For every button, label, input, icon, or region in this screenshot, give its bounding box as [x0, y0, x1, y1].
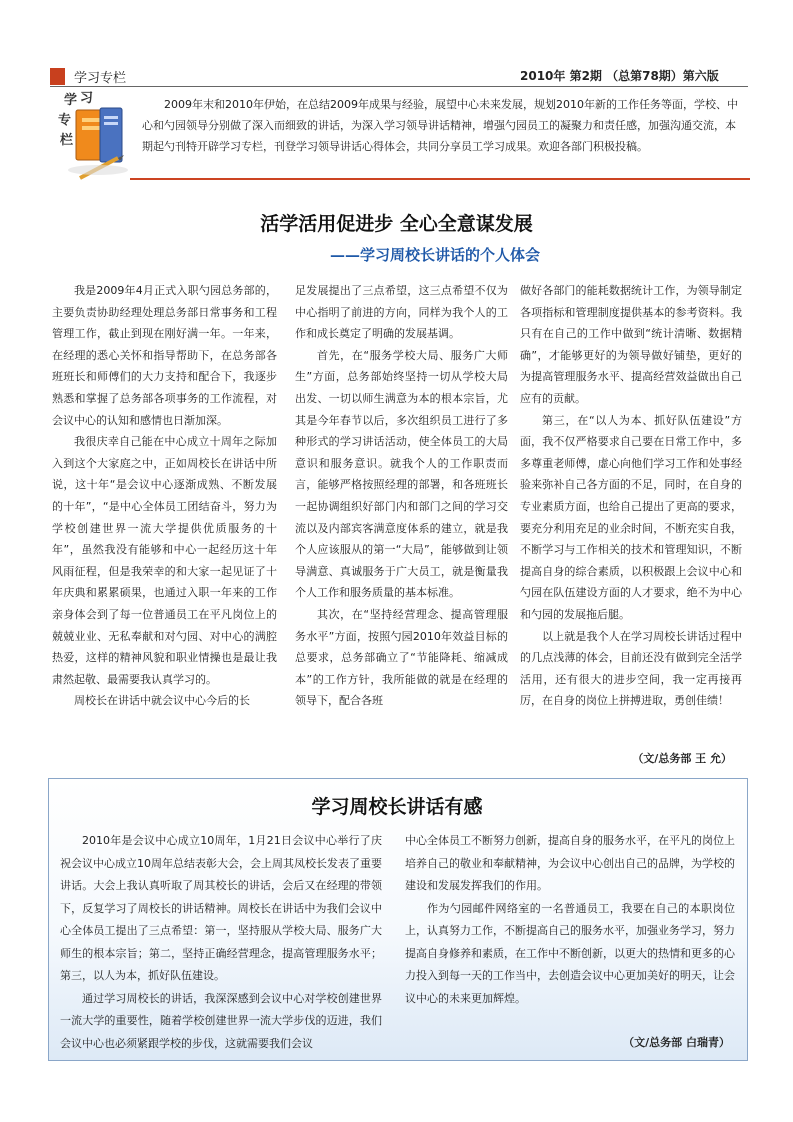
- section-marker: [50, 68, 65, 85]
- header-rule: [50, 86, 748, 87]
- paragraph: 2010年是会议中心成立10周年，1月21日会议中心举行了庆祝会议中心成立10周年总结表彰大会，会上周其凤校长发表了重要讲话。大会上我认真听取了周其校长的讲话，会后又在经理的带领下，反复学习了周校长的讲话精神。周校长在讲话中为我们会议中心全体员工提出了三点希望：第一，坚持服从学校大局、服务广大师生的根本宗旨；第二，坚持正确经营理念，提高管理服务水平；第三，以人为本，抓好队伍建设。: [60, 834, 382, 982]
- paragraph: 第三，在“以人为本、抓好队伍建设”方面，我不仅严格要求自己要在日常工作中，多多尊重老师傅，虚心向他们学习工作和处事经验来弥补自己各方面的不足，同时，在自身的专业素质方面，也给自己提出了更高的要求，要充分利用充足的业余时间，不断充实自我，不断学习与工作相关的技术和管理知识，不断提高自身的综合素质，以积极跟上会议中心和勺园在队伍建设方面的人才要求，绝不为中心和勺园的发展拖后腿。: [520, 413, 742, 621]
- intro-paragraph: 2009年末和2010年伊始，在总结2009年成果与经验，展望中心未来发展，规划2010年新的工作任务等面，学校、中心和勺园领导分别做了深入而细致的讲话，为深入学习领导讲话精神，增强勺园员工的凝聚力和责任感，加强沟通交流，本期起勺刊特开辟学习专栏，刊登学习领导讲话心得体会，共同分享员工学习成果。欢迎各部门积极投稿。: [142, 98, 738, 153]
- paragraph: 足发展提出了三点希望，这三点希望不仅为中心指明了前进的方向，同样为我个人的工作和成长奠定了明确的发展基调。: [295, 284, 508, 341]
- article-title: 学习周校长讲话有感: [311, 796, 483, 818]
- svg-text:栏: 栏: [60, 133, 74, 148]
- intro-rule: [130, 178, 750, 180]
- article-subtitle: ——学习周校长讲话的个人体会: [330, 246, 541, 264]
- article-author: （文/总务部 白瑞青）: [623, 1036, 730, 1049]
- svg-text:习: 习: [80, 91, 94, 106]
- paragraph: 周校长在讲话中就会议中心今后的长: [74, 694, 250, 708]
- paragraph: 中心全体员工不断努力创新，提高自身的服务水平，在平凡的岗位上培养自己的敬业和奉献精神，为会议中心创出自己的品牌，为学校的建设和发展发挥我们的作用。: [405, 834, 735, 892]
- article-column-1: [52, 280, 277, 712]
- svg-text:学: 学: [64, 93, 78, 108]
- book-icon: [58, 88, 142, 184]
- paragraph: 通过学习周校长的讲话，我深深感到会议中心对学校创建世界一流大学的重要性，随着学校创建世界一流大学步伐的迈进，我们会议中心也必须紧跟学校的步伐，这就需要我们会议: [60, 991, 382, 1050]
- paragraph: 作为勺园邮件网络室的一名普通员工，我要在自己的本职岗位上，认真努力工作，不断提高自己的服务水平，加强业务学习，努力提高自身修养和素质，在工作中不断创新，以更大的热情和更多的心力投入到每一天的工作当中，去创造会议中心更加美好的明天，让会议中心的未来更加辉煌。: [405, 901, 735, 1005]
- paragraph: 我是2009年4月正式入职勺园总务部的，主要负责协助经理处理总务部日常事务和工程管理工作，截止到现在刚好满一年。一年来，在经理的悉心关怀和指导帮助下，在总务部各班班长和师傅们的大力支持和配合下，我逐步熟悉和掌握了总务部各项事务的工作流程，对会议中心的认知和感情也日渐加深。: [52, 284, 277, 427]
- paragraph: 其次，在“坚持经营理念、提高管理服务水平”方面，按照勺园2010年效益目标的总要求，总务部确立了“节能降耗、缩减成本”的工作方针，我所能做的就是在经理的领导下，配合各班: [295, 607, 508, 708]
- article-column-1: [60, 830, 382, 1055]
- article-column-3: [520, 280, 742, 712]
- article-title: 活学活用促进步 全心全意谋发展: [260, 213, 533, 235]
- paragraph: 我很庆幸自己能在中心成立十周年之际加入到这个大家庭之中，正如周校长在讲话中所说，这十年“是会议中心逐渐成熟、不断发展的十年”，“是中心全体员工团结奋斗，努力为学校创建世界一流大学提供优质服务的十年”，虽然我没有能够和中心一起经历这十年风雨征程，但是我荣幸的和大家一起见证了十年庆典和累累硕果，也通过入职一年来的工作亲身体会到了每一位普通员工在平凡岗位上的兢兢业业、无私奉献和对勺园、对中心的满腔热爱，这样的精神风貌和职业情操也是最让我肃然起敬、最需要我认真学习的。: [52, 435, 277, 686]
- article-column-2: [295, 280, 508, 712]
- paragraph: 以上就是我个人在学习周校长讲话过程中的几点浅薄的体会，目前还没有做到完全活学活用，还有很大的进步空间，我一定再接再厉，在自身的岗位上拼搏进取，勇创佳绩！: [520, 629, 742, 708]
- paragraph: 首先，在“服务学校大局、服务广大师生”方面，总务部始终坚持一切从学校大局出发、一切以师生满意为本的根本宗旨，尤其是今年春节以后，多次组织员工进行了多种形式的学习讲话活动，使全体员工的大局意识和服务意识。就我个人的工作职责而言，能够严格按照经理的部署，和各班班长一起协调组织好部门内和部门之间的学习交流以及内部宾客满意度体系的建立，就是我个人应该服从的第一“大局”，能够做到让领导满意、真诚服务于广大员工，就是衡量我个人工作和服务质量的基本标准。: [295, 348, 508, 600]
- paragraph: 做好各部门的能耗数据统计工作，为领导制定各项指标和管理制度提供基本的参考资料。我只有在自己的工作中做到“统计清晰、数据精确”，才能够更好的为领导做好铺垫，更好的为提高管理服务水平、提高经营效益做出自己应有的贡献。: [520, 284, 742, 405]
- article-column-2: [405, 830, 735, 1010]
- article-author: （文/总务部 王 允）: [632, 752, 732, 765]
- section-title: 学习专栏: [74, 71, 127, 86]
- svg-text:专: 专: [58, 113, 72, 128]
- study-column-artwork: [58, 88, 142, 184]
- issue-info: 2010年 第2期 （总第78期）第六版: [520, 69, 719, 83]
